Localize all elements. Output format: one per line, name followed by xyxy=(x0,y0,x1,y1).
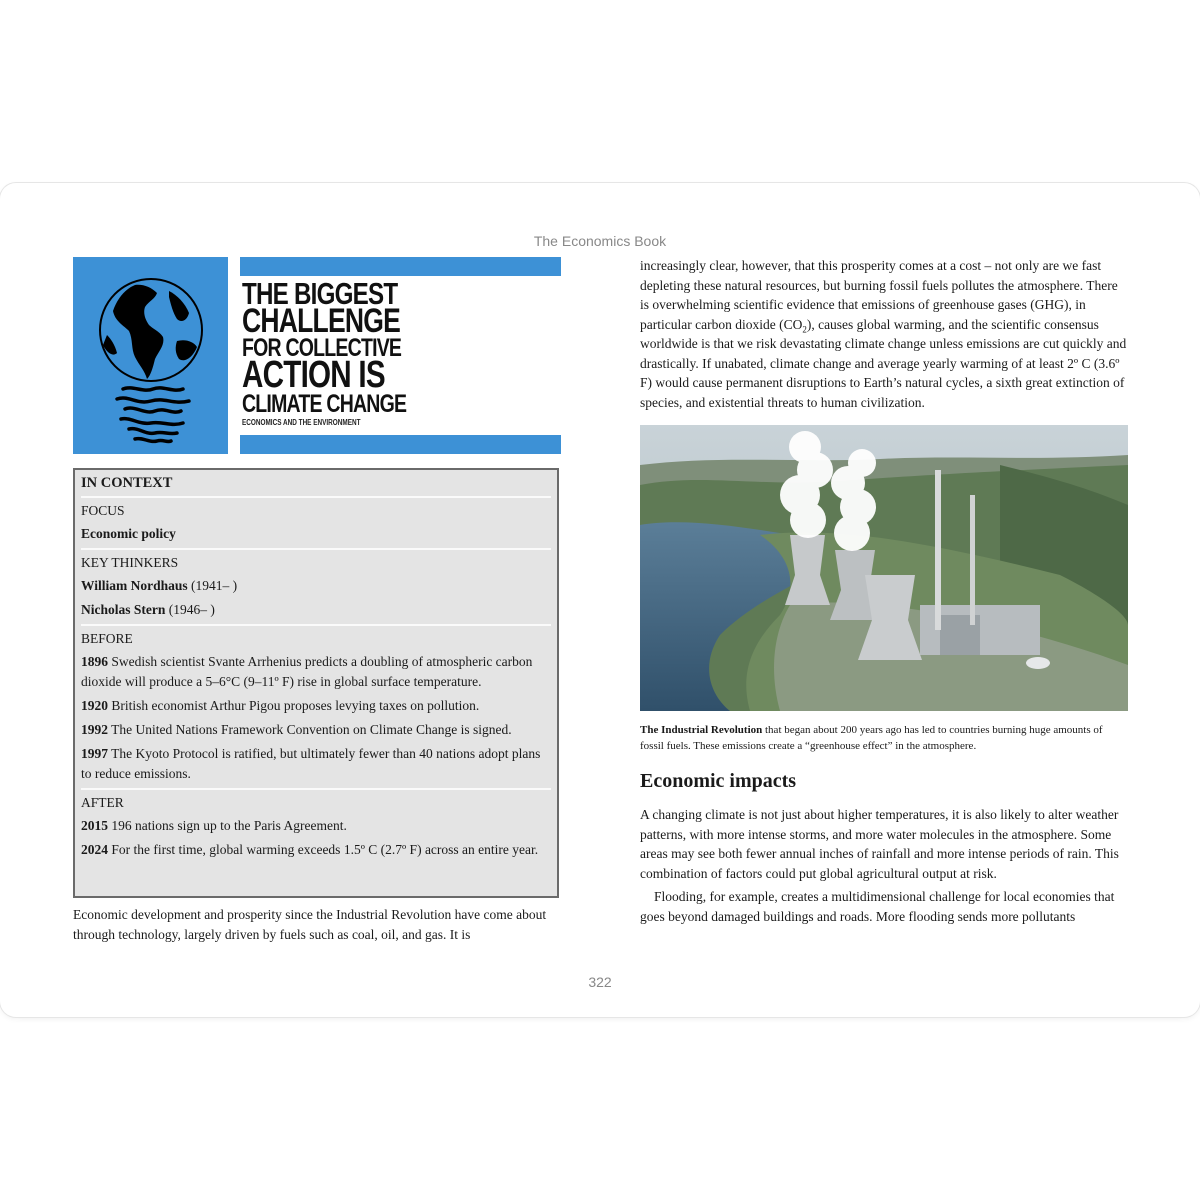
body-paragraph: A changing climate is not just about higher temperatures, it is also likely to alter weather patterns, with more intense storms, and more water molecules in the atmosphere. Some areas may see both fewer annual inches of rainfall and more intense periods of rain. This combination of factors could put global agricultural output at risk. xyxy=(640,807,1119,881)
timeline-year: 1997 xyxy=(81,746,108,761)
photo-caption xyxy=(640,722,1128,754)
caption-text: that began about 200 years ago has led to countries burning huge amounts of fossil fuels. These emissions create a “greenhouse effect” in the atmosphere. xyxy=(640,724,1103,752)
chapter-title-line: FOR COLLECTIVE xyxy=(242,334,402,363)
timeline-text: The United Nations Framework Convention on Climate Change is signed. xyxy=(108,722,512,737)
timeline-item xyxy=(81,840,551,860)
chapter-title xyxy=(242,276,492,418)
chapter-title-line: ACTION IS xyxy=(242,354,385,397)
power-plant-photo xyxy=(640,425,1128,711)
timeline-year: 1920 xyxy=(81,698,108,713)
book-title: The Economics Book xyxy=(533,233,667,249)
page-number: 322 xyxy=(588,974,612,990)
globe-icon xyxy=(73,257,228,454)
section-heading: Economic impacts xyxy=(640,770,797,792)
timeline-text: For the first time, global warming exceeds 1.5º C (2.7º F) across an entire year. xyxy=(108,842,539,857)
timeline-text: Swedish scientist Svante Arrhenius predicts a doubling of atmospheric carbon dioxide will produce a 5–6°C (9–11º F) rise in global surface temperature. xyxy=(81,654,533,689)
timeline-year: 1896 xyxy=(81,654,108,669)
body-paragraph: Flooding, for example, creates a multidimensional challenge for local economies that goes beyond damaged buildings and roads. More flooding sends more pollutants xyxy=(640,889,1115,924)
paragraph-part: increasingly clear, however, that this prosperity comes at a cost – not only are we fast depleting these natural resources, but burning fossil fuels pollutes the atmosphere. There is overwhelming scientific evidence that emissions of greenhouse gases (GHG), in particular carbon dioxide (CO xyxy=(640,258,1118,332)
thinker-dates: (1941– ) xyxy=(187,578,238,593)
paragraph-part: ), causes global warming, and the scientific consensus worldwide is that we risk devastating climate change unless emissions are cut quickly and drastically. If unabated, climate change and average yearly warming of at least 2º C (3.6º F) would cause permanent disruptions to Earth’s natural cycles, a sixth great extinction of species, and existential threats to human civilization. xyxy=(640,316,1127,410)
in-context-panel xyxy=(73,468,559,898)
chapter-title-line: CLIMATE CHANGE xyxy=(242,389,407,418)
right-body-top xyxy=(640,256,1128,412)
chapter-title-line: THE BIGGEST xyxy=(242,276,398,311)
timeline-item xyxy=(81,696,551,716)
divider xyxy=(81,548,551,550)
focus-label: FOCUS xyxy=(81,503,125,518)
thinker-name: Nicholas Stern xyxy=(81,602,166,617)
timeline-text: The Kyoto Protocol is ratified, but ultimately fewer than 40 nations adopt plans to reduce emissions. xyxy=(81,746,541,781)
timeline-item xyxy=(81,744,551,784)
body-paragraph xyxy=(640,256,1128,412)
divider xyxy=(81,788,551,790)
timeline-item xyxy=(81,720,551,740)
after-label: AFTER xyxy=(81,795,124,810)
power-plant-image xyxy=(640,425,1128,711)
body-paragraph: Economic development and prosperity since the Industrial Revolution have come about through technology, largely driven by fuels such as coal, oil, and gas. It is xyxy=(73,907,547,942)
focus-value-text: Economic policy xyxy=(81,526,176,541)
focus-value xyxy=(81,524,551,544)
thinker-item xyxy=(81,600,551,620)
timeline-item xyxy=(81,652,551,692)
subscript: 2 xyxy=(802,324,807,335)
timeline-year: 2015 xyxy=(81,818,108,833)
chapter-subtitle: ECONOMICS AND THE ENVIRONMENT xyxy=(242,418,361,427)
timeline-text: British economist Arthur Pigou proposes levying taxes on pollution. xyxy=(108,698,480,713)
timeline-item xyxy=(81,816,551,836)
title-bottom-bar xyxy=(240,435,561,454)
left-body-text xyxy=(73,905,563,945)
divider xyxy=(81,624,551,626)
timeline-year: 1992 xyxy=(81,722,108,737)
divider xyxy=(81,496,551,498)
chapter-title-line: CHALLENGE xyxy=(242,302,400,341)
thinkers-label: KEY THINKERS xyxy=(81,555,179,570)
thinker-item xyxy=(81,576,551,596)
title-top-bar xyxy=(240,257,561,276)
globe-illustration xyxy=(73,257,228,454)
thinker-dates: (1946– ) xyxy=(165,602,215,617)
timeline-text: 196 nations sign up to the Paris Agreement. xyxy=(108,818,347,833)
timeline-year: 2024 xyxy=(81,842,108,857)
thinker-name: William Nordhaus xyxy=(81,578,188,593)
in-context-heading: IN CONTEXT xyxy=(81,475,173,491)
caption-bold: The Industrial Revolution xyxy=(640,724,763,736)
right-body-text xyxy=(640,805,1128,926)
before-label: BEFORE xyxy=(81,631,133,646)
